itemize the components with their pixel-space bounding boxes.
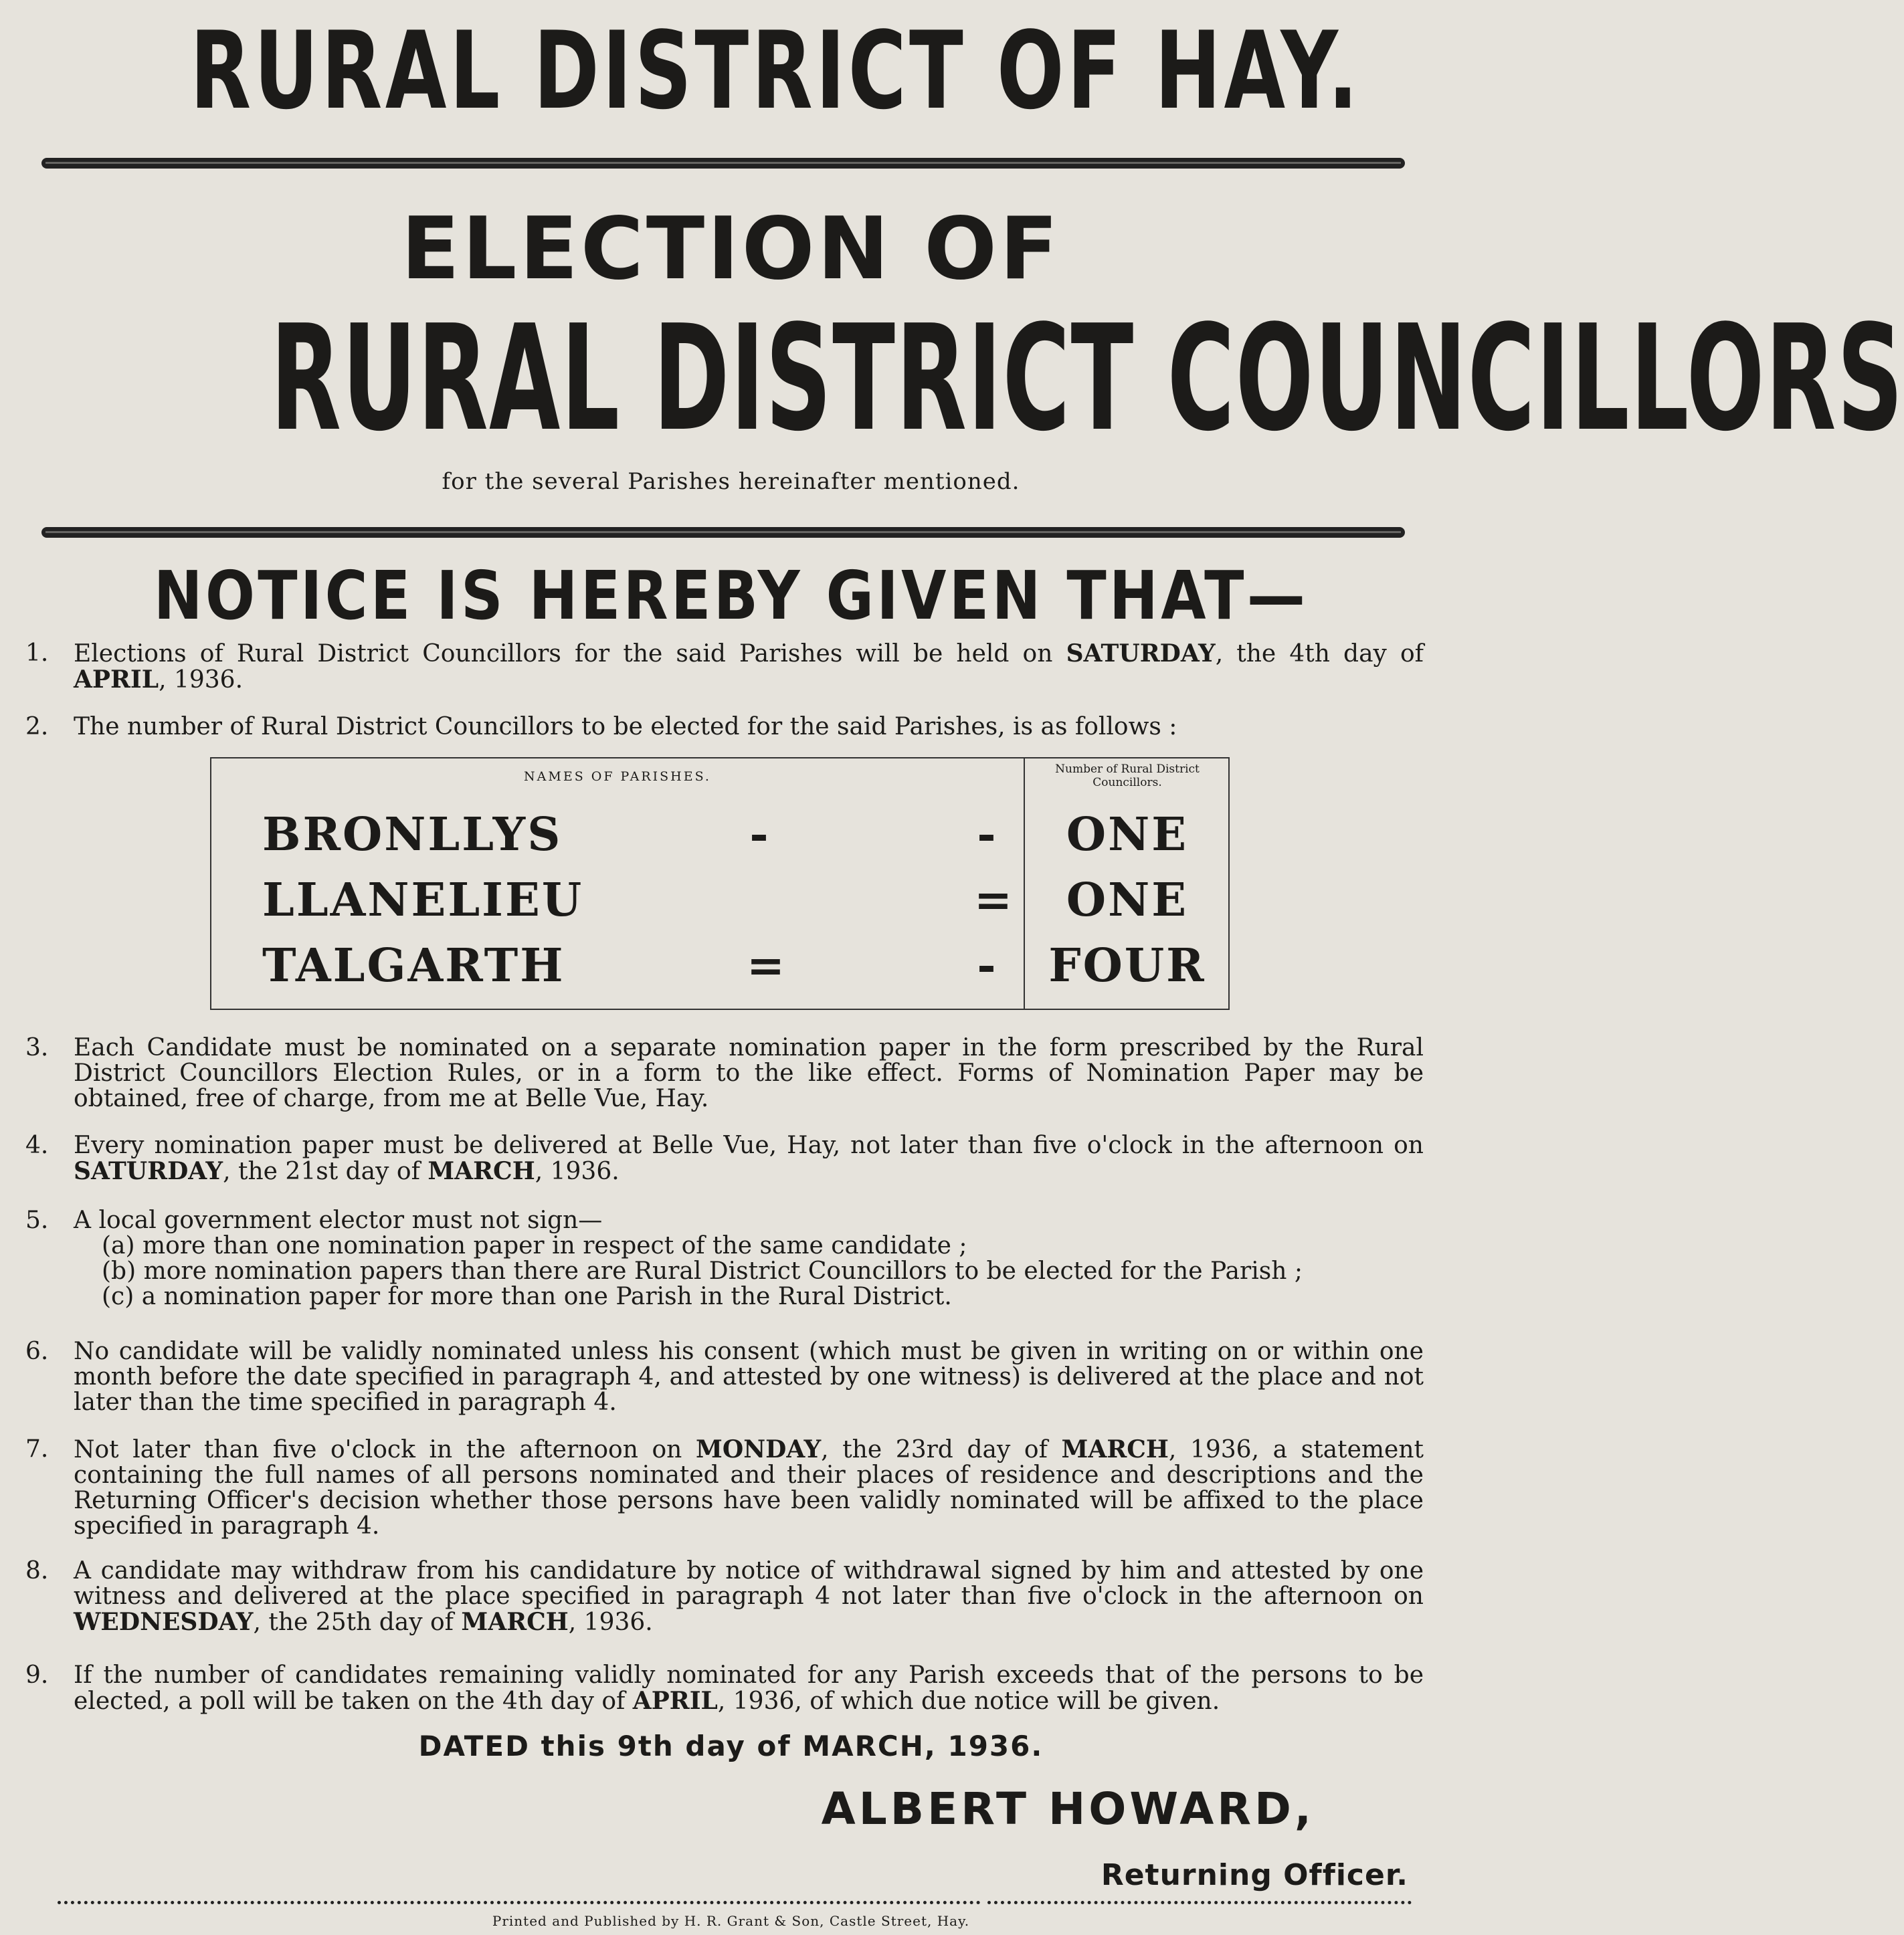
- item-lead: A local government elector must not sign—: [74, 1207, 603, 1234]
- notice-item-6: [25, 1339, 1424, 1415]
- sub-item-c: (c) a nomination paper for more than one Parish in the Rural District.: [102, 1283, 952, 1310]
- district-heading: RURAL DISTRICT OF HAY.: [190, 8, 1361, 133]
- notice-item-3: [25, 1035, 1424, 1112]
- item-text: If the number of candidates remaining validly nominated for any Parish exceeds that of the persons to be elected, a poll will be taken on the 4th day of APRIL, 1936, of which due notice will be given.: [74, 1661, 1424, 1715]
- notice-item-2: [25, 714, 1424, 740]
- item-number: 4.: [25, 1132, 49, 1159]
- parish-name: BRONLLYS: [262, 808, 563, 861]
- item-number: 7.: [25, 1435, 49, 1463]
- item-number: 5.: [25, 1207, 49, 1234]
- section-rule: [41, 527, 1405, 538]
- dotted-rule: [58, 1901, 981, 1904]
- item-number: 8.: [25, 1557, 49, 1585]
- item-text: Elections of Rural District Councillors for the said Parishes will be held on SATURDAY, the 4th day of APRIL, 1936.: [74, 639, 1424, 694]
- table-row: [211, 874, 1228, 934]
- dotted-rule: [987, 1901, 1412, 1904]
- item-number: 9.: [25, 1661, 49, 1689]
- notice-item-7: [25, 1437, 1424, 1539]
- councillor-count: ONE: [1066, 808, 1189, 861]
- table-header-names: NAMES OF PARISHES.: [524, 769, 711, 784]
- election-of-heading: ELECTION OF: [401, 199, 1061, 299]
- councillor-count: FOUR: [1048, 939, 1206, 993]
- notice-item-8: [25, 1558, 1424, 1635]
- parish-table: [210, 757, 1230, 1010]
- notice-heading: NOTICE IS HEREBY GIVEN THAT—: [153, 556, 1309, 635]
- notice-item-1: [25, 641, 1424, 693]
- table-row: [211, 808, 1228, 868]
- notice-item-5: [25, 1208, 1424, 1310]
- item-text: Each Candidate must be nominated on a separate nomination paper in the form prescribed by the Rural District Councillors Election Rules, or in a form to the like effect. Forms of Nomination Paper may be obtained, free of charge, from me at Belle Vue, Hay.: [74, 1034, 1424, 1112]
- leader-dash: =: [747, 939, 787, 993]
- sub-item-b: (b) more nomination papers than there are Rural District Councillors to be elected for the Parish ;: [102, 1257, 1303, 1285]
- dated-line: DATED this 9th day of MARCH, 1936.: [418, 1730, 1044, 1762]
- table-header-count: Number of Rural District Councillors.: [1055, 762, 1200, 789]
- table-row: [211, 939, 1228, 999]
- councillors-heading: RURAL DISTRICT COUNCILLORS: [270, 294, 1904, 464]
- parish-name: LLANELIEU: [262, 874, 584, 927]
- sub-item-a: (a) more than one nomination paper in respect of the same candidate ;: [102, 1232, 967, 1259]
- heading-rule: [41, 158, 1405, 169]
- item-text: The number of Rural District Councillors to be elected for the said Parishes, is as follows :: [74, 713, 1177, 740]
- item-text: Every nomination paper must be delivered at Belle Vue, Hay, not later than five o'clock in the afternoon on SATURDAY, the 21st day of MARCH, 1936.: [74, 1132, 1424, 1185]
- item-text: [74, 1208, 1424, 1310]
- leader-dash: -: [977, 939, 998, 993]
- parish-name: TALGARTH: [262, 939, 565, 993]
- signer-name: ALBERT HOWARD,: [821, 1783, 1315, 1835]
- item-number: 2.: [25, 713, 49, 740]
- item-text: Not later than five o'clock in the afternoon on MONDAY, the 23rd day of MARCH, 1936, a statement containing the full names of all persons nominated and their places of residence and descriptions and the Returning Officer's decision whether those persons have been validly nominated will be affixed to the place specified in paragraph 4.: [74, 1435, 1424, 1540]
- notice-item-9: [25, 1663, 1424, 1714]
- item-number: 6.: [25, 1338, 49, 1365]
- notice-item-4: [25, 1133, 1424, 1185]
- leader-dash: -: [749, 808, 771, 861]
- leader-dash: -: [977, 808, 998, 861]
- item-text: No candidate will be validly nominated unless his consent (which must be given in writing on or within one month before the date specified in paragraph 4, and attested by one witness) is delivered at the place and not later than the time specified in paragraph 4.: [74, 1338, 1424, 1416]
- item-number: 3.: [25, 1034, 49, 1061]
- item-text: A candidate may withdraw from his candidature by notice of withdrawal signed by him and attested by one witness and delivered at the place specified in paragraph 4 not later than five o'clock in the afternoon on WEDNESDAY, the 25th day of MARCH, 1936.: [74, 1557, 1424, 1636]
- printer-imprint: Printed and Published by H. R. Grant & Son, Castle Street, Hay.: [492, 1913, 970, 1929]
- councillor-count: ONE: [1066, 874, 1189, 927]
- leader-dash: =: [974, 874, 1014, 927]
- signer-title: Returning Officer.: [1101, 1858, 1408, 1892]
- subtitle: for the several Parishes hereinafter mentioned.: [442, 468, 1020, 495]
- item-number: 1.: [25, 639, 49, 667]
